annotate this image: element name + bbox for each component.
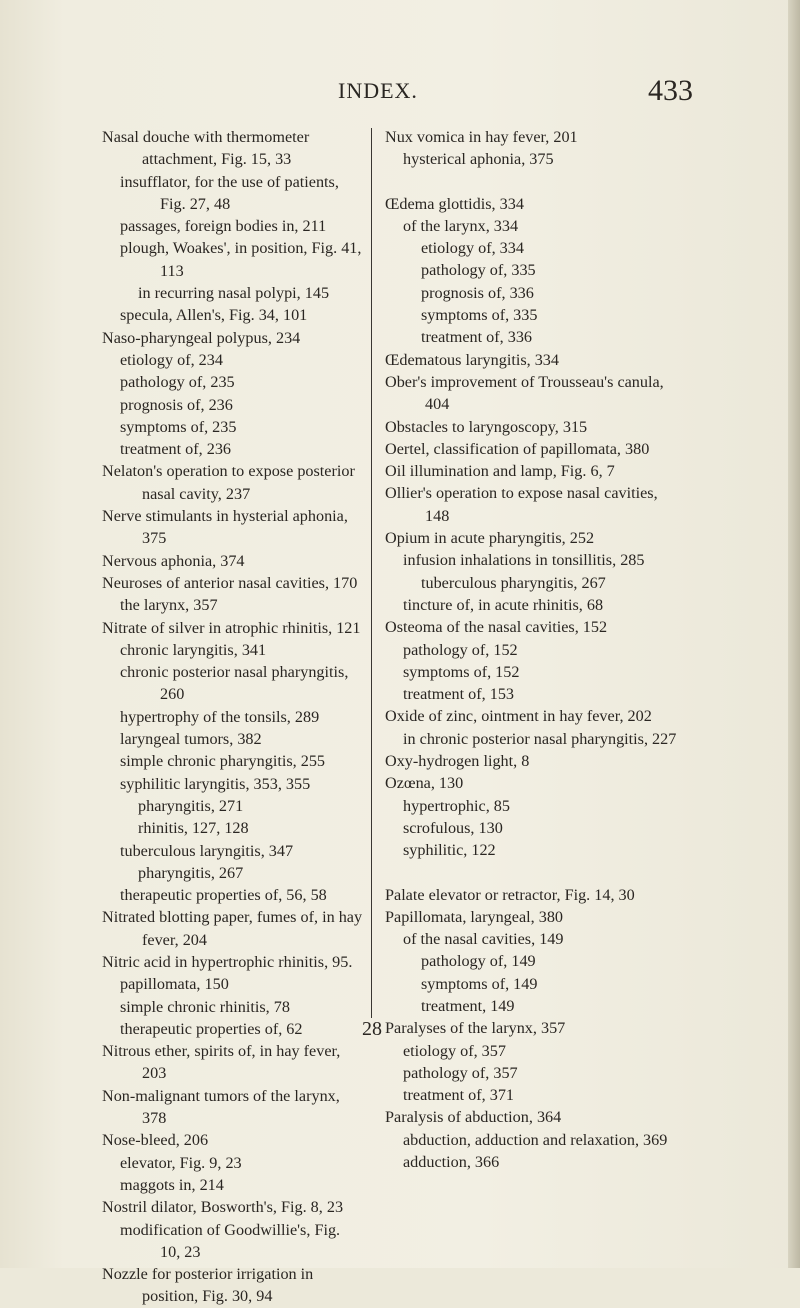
index-subentry: pathology of, 149 bbox=[421, 952, 536, 971]
section-gap bbox=[385, 862, 685, 884]
index-subentry: syphilitic, 122 bbox=[403, 841, 496, 860]
index-subentry: papillomata, 150 bbox=[120, 975, 229, 994]
index-subentry: scrofulous, 130 bbox=[403, 818, 503, 837]
index-subentry: passages, foreign bodies in, 211 bbox=[120, 217, 327, 236]
index-entry: Ober's improvement of Trousseau's canula, 404 bbox=[385, 372, 664, 414]
index-subentry: maggots in, 214 bbox=[120, 1175, 224, 1194]
index-subentry: pathology of, 335 bbox=[421, 261, 536, 280]
section-gap bbox=[385, 171, 685, 193]
index-subentry: tuberculous laryngitis, 347 bbox=[120, 841, 294, 860]
index-entry: Paralyses of the larynx, 357 bbox=[385, 1019, 566, 1038]
page-header bbox=[0, 74, 800, 112]
index-subentry: laryngeal tumors, 382 bbox=[120, 730, 262, 749]
index-entry: Nerve stimulants in hysterial aphonia, 375 bbox=[102, 507, 348, 548]
index-entry: Paralysis of abduction, 364 bbox=[385, 1108, 562, 1127]
index-entry: Nitrous ether, spirits of, in hay fever, 203 bbox=[102, 1042, 341, 1083]
index-subentry: symptoms of, 235 bbox=[120, 417, 237, 436]
index-entry: Oil illumination and lamp, Fig. 6, 7 bbox=[385, 462, 615, 481]
index-entry: Œdema glottidis, 334 bbox=[385, 194, 524, 213]
index-entry: Osteoma of the nasal cavities, 152 bbox=[385, 618, 608, 637]
index-subentry: symptoms of, 149 bbox=[421, 974, 538, 993]
index-subentry: chronic laryngitis, 341 bbox=[120, 640, 267, 659]
index-subentry: in recurring nasal polypi, 145 bbox=[138, 284, 330, 303]
index-subentry: of the nasal cavities, 149 bbox=[403, 930, 564, 949]
index-subentry: therapeutic properties of, 62 bbox=[120, 1019, 303, 1038]
index-subentry: symptoms of, 152 bbox=[403, 662, 520, 681]
index-subentry: pharyngitis, 271 bbox=[138, 796, 244, 815]
index-entry: Palate elevator or retractor, Fig. 14, 30 bbox=[385, 885, 635, 904]
index-subentry: specula, Allen's, Fig. 34, 101 bbox=[120, 306, 308, 325]
index-subentry: plough, Woakes', in position, Fig. 41, 113 bbox=[120, 239, 362, 280]
index-subentry: abduction, adduction and relaxation, 369 bbox=[403, 1130, 668, 1149]
index-subentry: symptoms of, 335 bbox=[421, 306, 538, 325]
index-subentry: pathology of, 235 bbox=[120, 373, 235, 392]
index-subentry: in chronic posterior nasal pharyngitis, 227 bbox=[403, 729, 677, 748]
index-entry: Ollier's operation to expose nasal cavities, 148 bbox=[385, 484, 658, 525]
index-subentry: hypertrophic, 85 bbox=[403, 796, 510, 815]
index-subentry: hysterical aphonia, 375 bbox=[403, 150, 554, 169]
column-divider bbox=[371, 128, 372, 1018]
index-subentry: treatment of, 336 bbox=[421, 328, 533, 347]
index-entry: Ozœna, 130 bbox=[385, 774, 464, 793]
index-subentry: therapeutic properties of, 56, 58 bbox=[120, 886, 327, 905]
page-edge bbox=[788, 0, 800, 1268]
index-subentry: simple chronic pharyngitis, 255 bbox=[120, 752, 326, 771]
index-subentry: elevator, Fig. 9, 23 bbox=[120, 1153, 242, 1172]
index-column-right bbox=[385, 126, 685, 1173]
index-subentry: treatment of, 236 bbox=[120, 440, 232, 459]
index-subentry: pharyngitis, 267 bbox=[138, 863, 244, 882]
index-subentry: adduction, 366 bbox=[403, 1153, 500, 1172]
index-subentry: syphilitic laryngitis, 353, 355 bbox=[120, 774, 311, 793]
index-entry: Nervous aphonia, 374 bbox=[102, 551, 245, 570]
index-subentry: chronic posterior nasal pharyngitis, 260 bbox=[120, 663, 349, 704]
index-subentry: prognosis of, 336 bbox=[421, 283, 534, 302]
index-subentry: rhinitis, 127, 128 bbox=[138, 819, 249, 838]
index-entry: Non-malignant tumors of the larynx, 378 bbox=[102, 1086, 340, 1128]
index-subentry: pathology of, 357 bbox=[403, 1063, 518, 1082]
index-subentry: treatment, 149 bbox=[421, 996, 515, 1015]
index-entry: Opium in acute pharyngitis, 252 bbox=[385, 529, 595, 548]
index-subentry: prognosis of, 236 bbox=[120, 395, 233, 414]
running-title: INDEX. bbox=[338, 78, 418, 103]
index-entry: Oertel, classification of papillomata, 380 bbox=[385, 439, 650, 458]
index-subentry: the larynx, 357 bbox=[120, 596, 218, 615]
index-subentry: pathology of, 152 bbox=[403, 640, 518, 659]
index-entry: Papillomata, laryngeal, 380 bbox=[385, 907, 564, 926]
index-subentry: of the larynx, 334 bbox=[403, 216, 519, 235]
index-subentry: treatment of, 371 bbox=[403, 1086, 515, 1105]
signature-mark: 28 bbox=[362, 1018, 382, 1040]
index-entry: Naso-pharyngeal polypus, 234 bbox=[102, 328, 301, 347]
index-entry: Nose-bleed, 206 bbox=[102, 1131, 209, 1150]
index-entry: Nozzle for posterior irrigation in position, Fig. 30, 94 bbox=[102, 1265, 314, 1306]
index-subentry: infusion inhalations in tonsillitis, 285 bbox=[403, 551, 645, 570]
index-subentry: simple chronic rhinitis, 78 bbox=[120, 997, 290, 1016]
index-subentry: insufflator, for the use of patients, Fig. 27, 48 bbox=[120, 172, 339, 213]
index-entry: Oxide of zinc, ointment in hay fever, 202 bbox=[385, 707, 652, 726]
index-entry: Nitrate of silver in atrophic rhinitis, 121 bbox=[102, 618, 361, 637]
index-entry: Œdematous laryngitis, 334 bbox=[385, 350, 559, 369]
index-entry: Nostril dilator, Bosworth's, Fig. 8, 23 bbox=[102, 1198, 344, 1217]
index-entry: Obstacles to laryngoscopy, 315 bbox=[385, 417, 588, 436]
index-subentry: etiology of, 334 bbox=[421, 239, 524, 258]
index-subentry: tincture of, in acute rhinitis, 68 bbox=[403, 595, 604, 614]
index-subentry: treatment of, 153 bbox=[403, 685, 515, 704]
index-subentry: tuberculous pharyngitis, 267 bbox=[421, 573, 606, 592]
index-column-left bbox=[102, 126, 364, 1308]
index-entry: Nelaton's operation to expose posterior nasal cavity, 237 bbox=[102, 462, 355, 503]
index-subentry: etiology of, 234 bbox=[120, 350, 223, 369]
index-entry: Oxy-hydrogen light, 8 bbox=[385, 752, 530, 771]
index-entry: Nitric acid in hypertrophic rhinitis, 95. bbox=[102, 952, 353, 971]
index-entry: Neuroses of anterior nasal cavities, 170 bbox=[102, 573, 358, 592]
page-number: 433 bbox=[648, 74, 693, 107]
index-entry: Nux vomica in hay fever, 201 bbox=[385, 128, 578, 146]
index-entry: Nasal douche with thermometer attachment, Fig. 15, 33 bbox=[102, 128, 310, 169]
index-subentry: hypertrophy of the tonsils, 289 bbox=[120, 707, 320, 726]
index-entry: Nitrated blotting paper, fumes of, in hay fever, 204 bbox=[102, 908, 363, 949]
index-subentry: etiology of, 357 bbox=[403, 1041, 506, 1060]
index-subentry: modification of Goodwillie's, Fig. 10, 23 bbox=[120, 1220, 341, 1261]
